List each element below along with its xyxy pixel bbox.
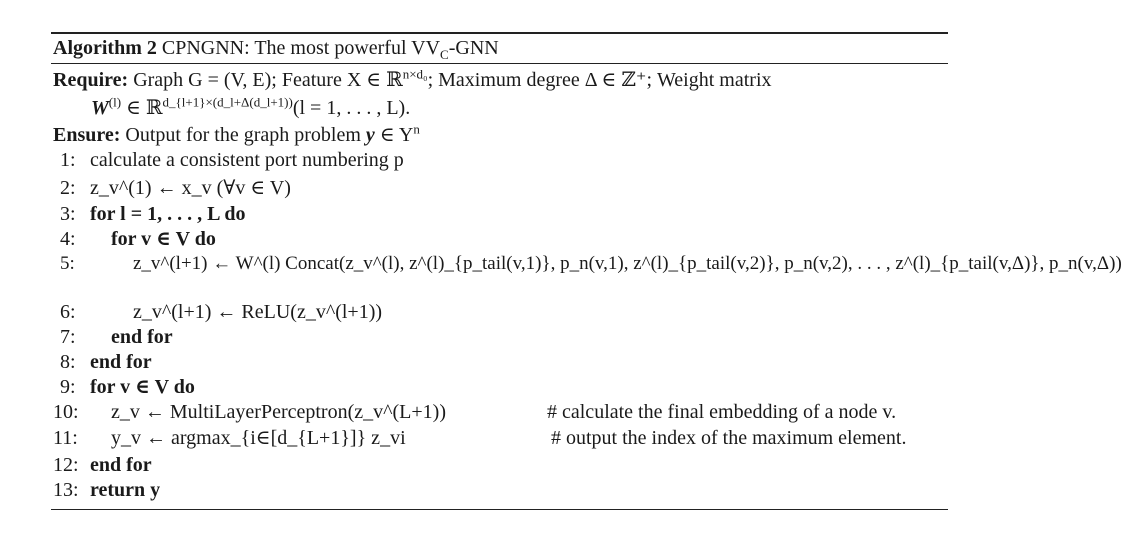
step-text: z_v ← MultiLayerPerceptron(z_v^(L+1))	[111, 401, 446, 423]
step-number: 2:	[60, 177, 76, 199]
step-number: 4:	[60, 228, 76, 250]
step-text: z_v^(l+1) ← ReLU(z_v^(l+1))	[133, 301, 383, 323]
step-number: 1:	[60, 149, 76, 171]
step-text: z_v^(1) ← x_v (∀v ∈ V)	[90, 177, 291, 199]
step-text: y_v ← argmax_{i∈[d_{L+1}]} z_vi	[111, 427, 406, 449]
top-rule	[51, 32, 948, 34]
step-number: 9:	[60, 376, 76, 398]
title-rule	[51, 63, 948, 64]
step-number: 11:	[53, 427, 78, 449]
require-text-1: Graph G = (V, E); Feature X ∈ ℝ$^{n\times d_0}$; Maximum degree Δ ∈ ℤ⁺; Weight matrix	[133, 66, 772, 91]
step-number: 8:	[60, 351, 76, 373]
algorithm-label: Algorithm 2	[53, 37, 157, 59]
step-comment: # output the index of the maximum element.	[551, 427, 907, 449]
step-text: for v ∈ V do	[90, 376, 195, 398]
step-number: 3:	[60, 203, 76, 225]
ensure-line	[53, 123, 420, 147]
step-number: 13:	[53, 479, 79, 501]
step-text: calculate a consistent port numbering p	[90, 149, 404, 171]
ensure-keyword: Ensure:	[53, 124, 121, 146]
step-text: for l = 1, . . . , L do	[90, 203, 246, 225]
ensure-text: Output for the graph problem y ∈ $Y^n$	[125, 121, 420, 146]
algorithm-name: CPNGNN: The most powerful $VV_C$-GNN	[161, 37, 499, 62]
bottom-rule	[51, 509, 948, 510]
step-text: end for	[90, 351, 152, 373]
step-number: 6:	[60, 301, 76, 323]
step-text: end for	[90, 454, 152, 476]
algorithm-title	[53, 36, 499, 60]
step-comment: # calculate the final embedding of a node v.	[547, 401, 897, 423]
step-number: 5:	[60, 253, 75, 274]
require-line-1	[53, 68, 772, 92]
step-number: 10:	[53, 401, 79, 423]
step-number: 12:	[53, 454, 79, 476]
step-text: for v ∈ V do	[111, 228, 216, 250]
step-number: 7:	[60, 326, 76, 348]
step-text: return y	[90, 479, 161, 501]
require-line-2: $W^{(l)}$ ∈ ℝ$^{d\_\{l+1\}\times(d\_l+\Delta(d\_l+1))}$(l = 1, . . . , L).	[91, 94, 411, 119]
step-text: end for	[111, 326, 173, 348]
step-text: z_v^(l+1) ← W^(l) Concat(z_v^(l), z^(l)_{p_tail(v,1)}, p_n(v,1), z^(l)_{p_tail(v,2)}, p_n(v,2), . . . , z^(l)_{p_tail(v,Δ)}, p_n(v,Δ))	[133, 253, 1122, 274]
require-keyword: Require:	[53, 69, 129, 91]
